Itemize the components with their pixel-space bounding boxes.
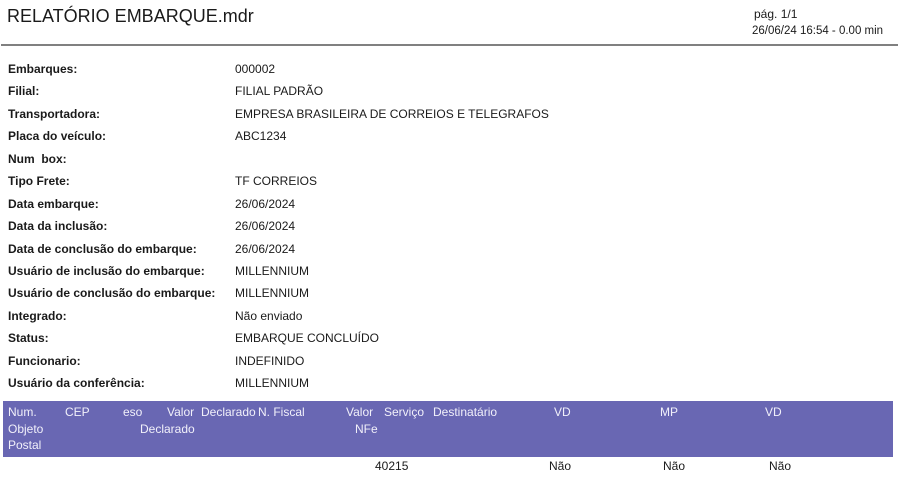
field-label: Transportadora: bbox=[8, 106, 101, 121]
field-label: Data da inclusão: bbox=[8, 219, 108, 234]
field-label: Integrado: bbox=[8, 308, 67, 323]
column-header: Valor bbox=[167, 405, 195, 419]
field-value: EMBARQUE CONCLUÍDO bbox=[235, 331, 380, 346]
field-label: Num box: bbox=[8, 151, 67, 166]
field-value: MILLENNIUM bbox=[235, 286, 310, 301]
field-value: EMPRESA BRASILEIRA DE CORREIOS E TELEGRAFOS bbox=[235, 106, 549, 121]
column-header: Declarado bbox=[201, 405, 256, 419]
field-label: Tipo Frete: bbox=[8, 174, 70, 189]
field-value: INDEFINIDO bbox=[235, 353, 305, 368]
column-header: VD bbox=[554, 405, 571, 419]
field-label: Data embarque: bbox=[8, 196, 99, 211]
column-header: Destinatário bbox=[433, 405, 498, 419]
page-indicator: pág. 1/1 bbox=[754, 7, 798, 21]
field-value: MILLENNIUM bbox=[235, 376, 310, 391]
column-header: Num. bbox=[8, 405, 37, 419]
cell-value: Não bbox=[549, 459, 572, 473]
column-header: Serviço bbox=[384, 405, 425, 419]
field-label: Usuário de conclusão do embarque: bbox=[8, 286, 216, 301]
field-label: Data de conclusão do embarque: bbox=[8, 241, 197, 256]
column-header: Declarado bbox=[140, 421, 195, 436]
field-value: Não enviado bbox=[235, 308, 303, 323]
header-divider bbox=[1, 44, 898, 46]
field-value: ABC1234 bbox=[235, 129, 287, 144]
column-header: Valor bbox=[346, 405, 374, 419]
cell-value: 40215 bbox=[375, 459, 409, 473]
report-timestamp: 26/06/24 16:54 - 0.00 min bbox=[752, 25, 884, 37]
field-value: 26/06/2024 bbox=[235, 241, 296, 256]
field-label: Placa do veículo: bbox=[8, 129, 107, 144]
column-header: NFe bbox=[355, 421, 378, 436]
field-value: 000002 bbox=[235, 62, 276, 76]
report-title: RELATÓRIO EMBARQUE.mdr bbox=[7, 6, 254, 26]
field-label: Usuário da conferência: bbox=[8, 376, 145, 391]
column-header: Postal bbox=[8, 438, 42, 452]
field-label: Usuário de inclusão do embarque: bbox=[8, 263, 205, 278]
field-label: Embarques: bbox=[8, 62, 78, 76]
column-header: CEP bbox=[65, 405, 90, 419]
column-header: MP bbox=[660, 405, 678, 419]
field-label: Funcionario: bbox=[8, 353, 81, 368]
field-label: Filial: bbox=[8, 84, 40, 99]
column-header: VD bbox=[765, 405, 782, 419]
field-value: TF CORREIOS bbox=[235, 174, 318, 189]
field-value: 26/06/2024 bbox=[235, 219, 296, 234]
field-value: 26/06/2024 bbox=[235, 196, 296, 211]
field-list bbox=[8, 62, 549, 399]
column-header: Objeto bbox=[8, 421, 44, 436]
column-header: N. Fiscal bbox=[258, 405, 305, 419]
field-label: Status: bbox=[8, 331, 49, 346]
cell-value: Não bbox=[663, 459, 686, 473]
field-value: FILIAL PADRÃO bbox=[235, 84, 324, 99]
cell-value: Não bbox=[769, 459, 792, 473]
column-header: eso bbox=[123, 405, 143, 419]
field-value: MILLENNIUM bbox=[235, 263, 310, 278]
